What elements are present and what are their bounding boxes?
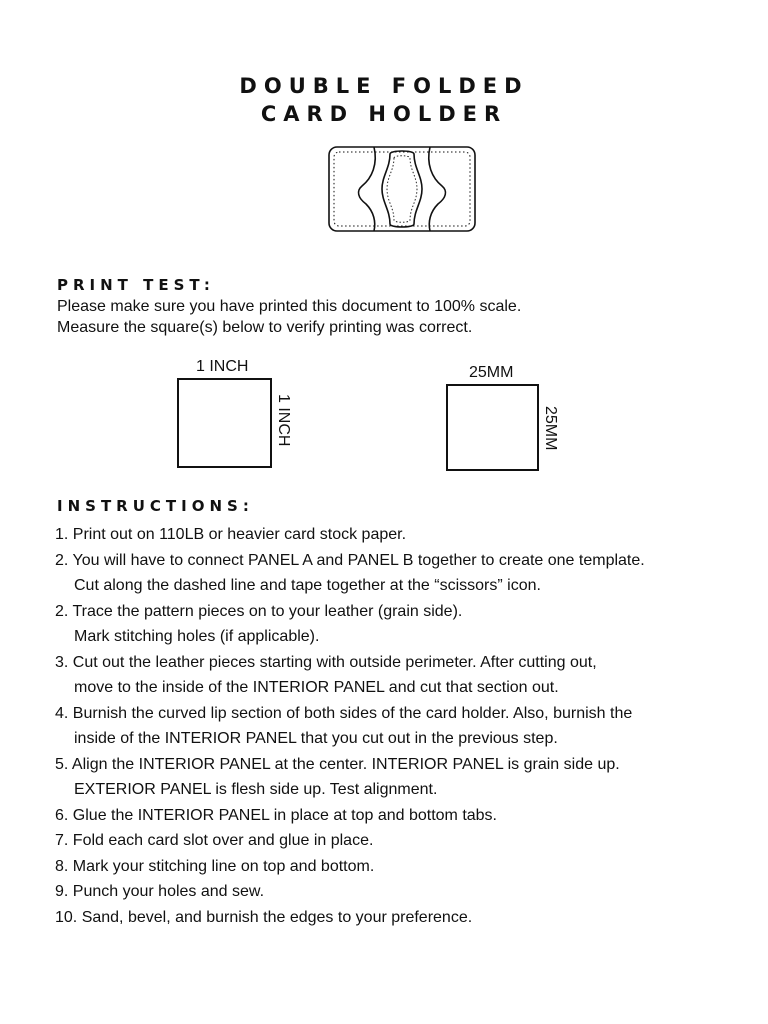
instruction-step	[55, 522, 645, 548]
instruction-step	[55, 803, 645, 829]
instruction-step-text: 9. Punch your holes and sew.	[55, 883, 265, 900]
document-title-line-2: CARD HOLDER	[260, 102, 508, 126]
mm-square-side-label: 25MM	[542, 406, 559, 451]
instruction-step	[55, 828, 645, 854]
instruction-step-continuation: Cut along the dashed line and tape together at the “scissors” icon.	[74, 577, 541, 594]
print-test-line-1: Please make sure you have printed this document to 100% scale.	[57, 298, 522, 315]
instruction-step-text: 8. Mark your stitching line on top and bottom.	[55, 857, 375, 875]
instruction-step-text: 5. Align the INTERIOR PANEL at the center. INTERIOR PANEL is grain side up.	[55, 755, 620, 773]
instruction-step-text: 10. Sand, bevel, and burnish the edges to your preference.	[55, 908, 473, 926]
inch-square-side-label: 1 INCH	[275, 394, 292, 447]
instruction-step-continuation: Mark stitching holes (if applicable).	[74, 628, 320, 645]
mm-square-top-label: 25MM	[469, 364, 514, 381]
instruction-step-text: 1. Print out on 110LB or heavier card stock paper.	[55, 526, 407, 543]
instruction-step	[55, 879, 645, 905]
instruction-step-continuation: move to the inside of the INTERIOR PANEL and cut that section out.	[74, 679, 559, 696]
instruction-step	[55, 548, 645, 599]
instruction-step-text: 2. Trace the pattern pieces on to your leather (grain side).	[55, 602, 463, 620]
print-test-line-2: Measure the square(s) below to verify printing was correct.	[57, 319, 473, 336]
instruction-step	[55, 650, 645, 701]
instruction-step-continuation: EXTERIOR PANEL is flesh side up. Test alignment.	[74, 781, 438, 798]
instruction-step	[55, 854, 645, 880]
instruction-step	[55, 752, 645, 803]
print-test-heading: PRINT TEST:	[57, 276, 215, 294]
instruction-step	[55, 905, 645, 931]
instruction-step-text: 3. Cut out the leather pieces starting with outside perimeter. After cutting out,	[55, 653, 597, 671]
instructions-heading: INSTRUCTIONS:	[57, 497, 254, 515]
instruction-step-text: 4. Burnish the curved lip section of both sides of the card holder. Also, burnish the	[55, 704, 633, 722]
mm-test-square	[446, 384, 539, 471]
instruction-step-text: 2. You will have to connect PANEL A and PANEL B together to create one template.	[55, 551, 645, 569]
inch-test-square	[177, 378, 272, 468]
instruction-step	[55, 599, 645, 650]
instruction-step-text: 7. Fold each card slot over and glue in place.	[55, 832, 374, 849]
instruction-step	[55, 701, 645, 752]
instruction-step-text: 6. Glue the INTERIOR PANEL in place at top and bottom tabs.	[55, 806, 497, 824]
instruction-step-continuation: inside of the INTERIOR PANEL that you cut out in the previous step.	[74, 730, 558, 747]
card-holder-illustration-icon	[326, 144, 478, 236]
inch-square-top-label: 1 INCH	[196, 358, 249, 375]
instructions-list	[55, 522, 645, 930]
document-title-line-1: DOUBLE FOLDED	[239, 74, 529, 98]
